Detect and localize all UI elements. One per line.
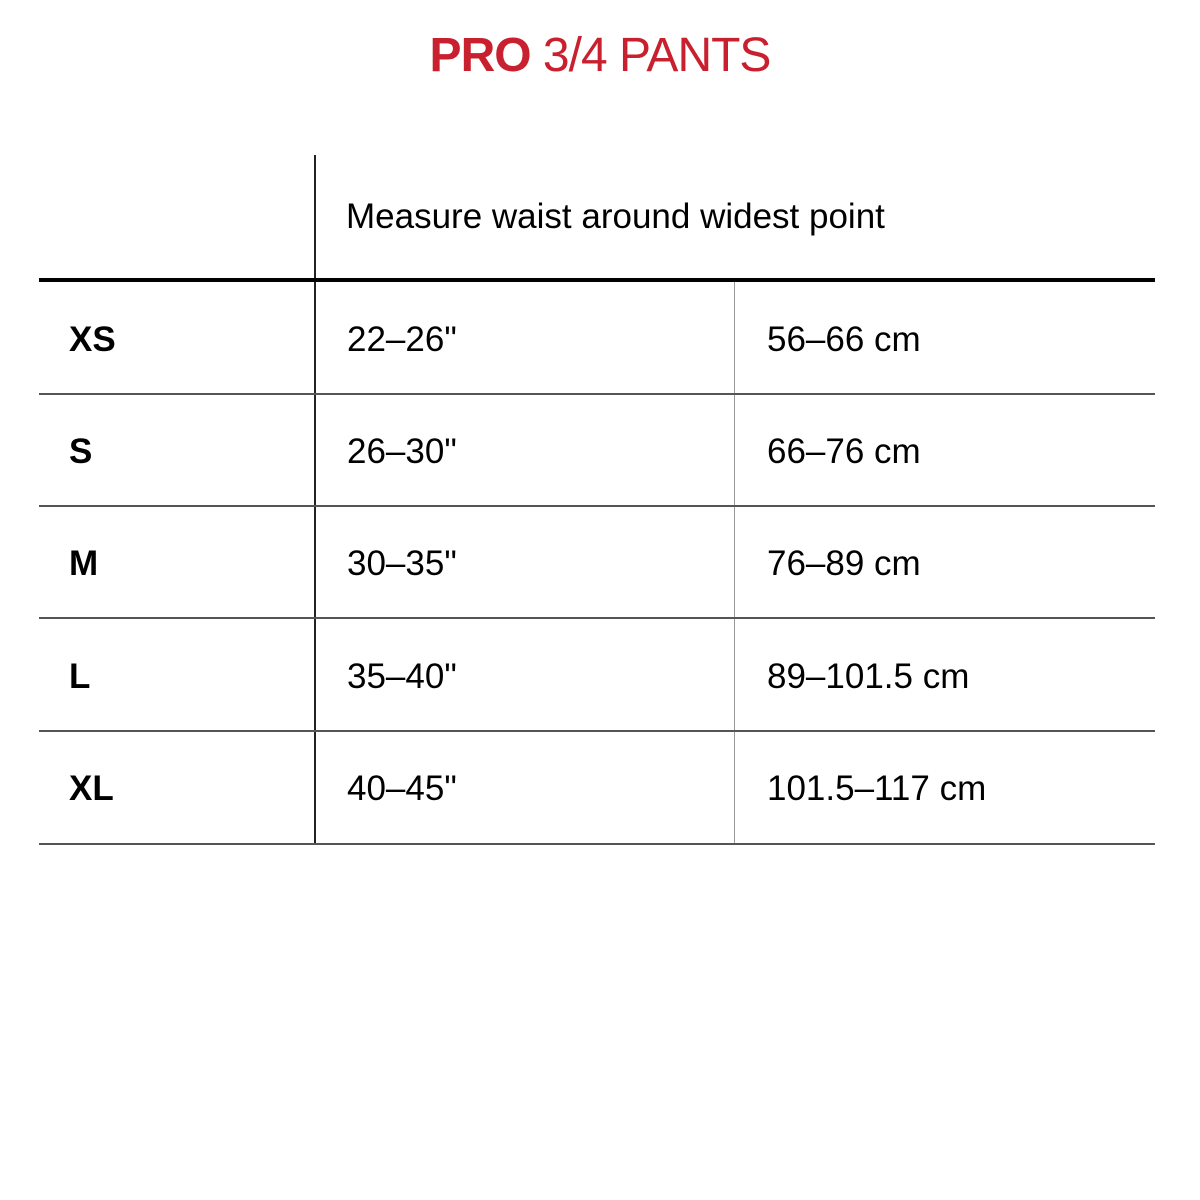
size-label: S [69, 432, 93, 471]
cm-value: 101.5–117 cm [767, 769, 987, 808]
row-divider [39, 393, 1155, 395]
title-brand: PRO [429, 29, 531, 82]
size-label: M [69, 544, 99, 583]
row-divider [39, 505, 1155, 507]
cm-value: 89–101.5 cm [767, 657, 970, 696]
header-rule [39, 278, 1155, 282]
cm-value: 66–76 cm [767, 432, 921, 471]
page-title [0, 28, 1200, 84]
cm-value: 76–89 cm [767, 544, 921, 583]
size-label: XL [69, 769, 114, 808]
row-divider [39, 843, 1155, 845]
row-divider [39, 730, 1155, 732]
size-label: L [69, 657, 91, 696]
column-divider-units [734, 282, 735, 845]
inches-value: 26–30" [347, 432, 457, 471]
inches-value: 40–45" [347, 769, 457, 808]
cm-value: 56–66 cm [767, 320, 921, 359]
row-divider [39, 617, 1155, 619]
inches-value: 35–40" [347, 657, 457, 696]
inches-value: 30–35" [347, 544, 457, 583]
column-divider-size [314, 155, 316, 845]
title-product: 3/4 PANTS [542, 29, 771, 82]
table-header: Measure waist around widest point [346, 197, 885, 236]
size-label: XS [69, 320, 116, 359]
inches-value: 22–26" [347, 320, 457, 359]
